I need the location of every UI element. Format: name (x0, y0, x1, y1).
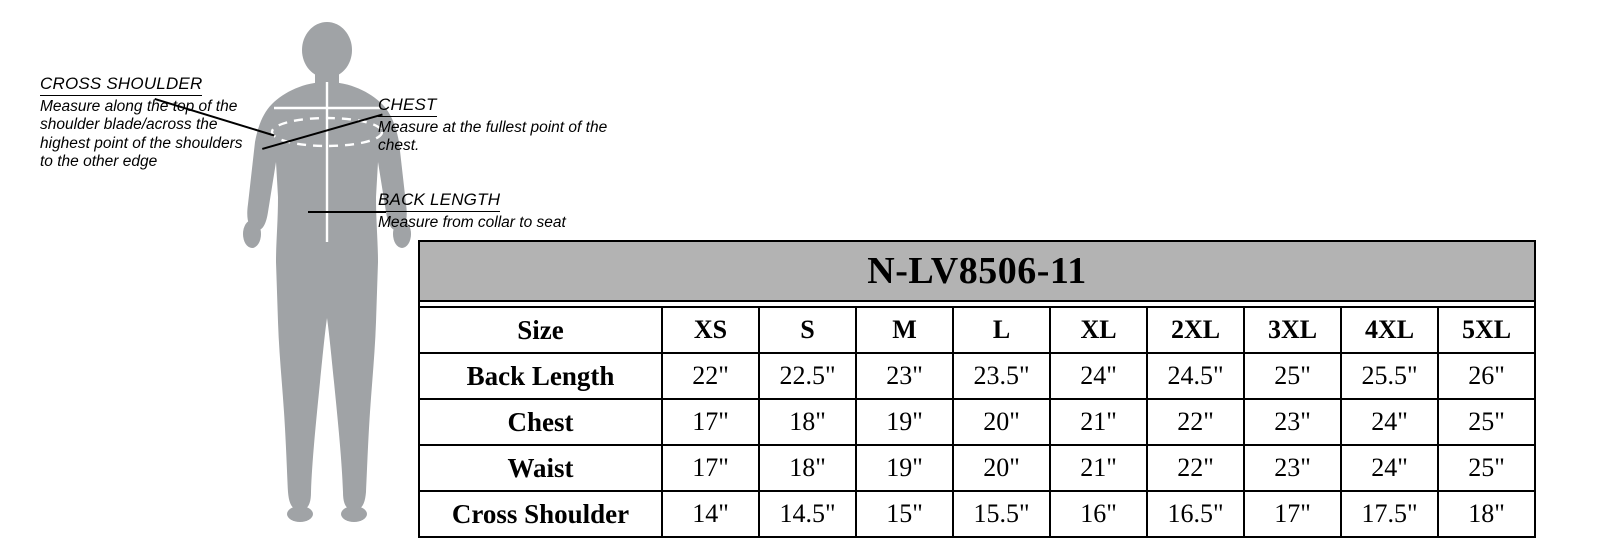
header-size-m: M (856, 307, 953, 353)
cell-back-length-3xl: 25" (1244, 353, 1341, 399)
cell-back-length-xl: 24" (1050, 353, 1147, 399)
cell-cross-shoulder-xs: 14" (662, 491, 759, 537)
annotation-back-length (378, 190, 608, 232)
cell-chest-5xl: 25" (1438, 399, 1535, 445)
annotation-cross-shoulder (40, 74, 255, 171)
table-row (419, 445, 1535, 491)
cell-back-length-4xl: 25.5" (1341, 353, 1438, 399)
header-size-xs: XS (662, 307, 759, 353)
annotation-back-length-desc: Measure from collar to seat (378, 214, 566, 231)
table-row (419, 353, 1535, 399)
cell-waist-xs: 17" (662, 445, 759, 491)
cell-chest-xl: 21" (1050, 399, 1147, 445)
cell-waist-4xl: 24" (1341, 445, 1438, 491)
cell-back-length-5xl: 26" (1438, 353, 1535, 399)
header-size-3xl: 3XL (1244, 307, 1341, 353)
annotation-cross-shoulder-desc: Measure along the top of the shoulder blade/across the highest point of the shoulders to the other edge (40, 98, 243, 170)
cell-back-length-2xl: 24.5" (1147, 353, 1244, 399)
header-size-l: L (953, 307, 1050, 353)
cell-back-length-m: 23" (856, 353, 953, 399)
table-row (419, 491, 1535, 537)
cell-back-length-l: 23.5" (953, 353, 1050, 399)
header-size-4xl: 4XL (1341, 307, 1438, 353)
table-header-row (419, 307, 1535, 353)
size-chart-table-wrap (418, 240, 1598, 538)
cell-cross-shoulder-l: 15.5" (953, 491, 1050, 537)
cell-chest-xs: 17" (662, 399, 759, 445)
cell-waist-5xl: 25" (1438, 445, 1535, 491)
annotation-chest-desc: Measure at the fullest point of the chest. (378, 119, 608, 155)
header-size-5xl: 5XL (1438, 307, 1535, 353)
size-chart-table (418, 240, 1536, 538)
cell-cross-shoulder-s: 14.5" (759, 491, 856, 537)
cell-cross-shoulder-xl: 16" (1050, 491, 1147, 537)
cell-waist-2xl: 22" (1147, 445, 1244, 491)
annotation-chest (378, 95, 608, 156)
cell-cross-shoulder-2xl: 16.5" (1147, 491, 1244, 537)
cell-waist-l: 20" (953, 445, 1050, 491)
annotation-chest-title: CHEST (378, 95, 437, 117)
header-size-xl: XL (1050, 307, 1147, 353)
cell-waist-m: 19" (856, 445, 953, 491)
annotation-back-length-title: BACK LENGTH (378, 190, 500, 212)
header-size-2xl: 2XL (1147, 307, 1244, 353)
cell-waist-s: 18" (759, 445, 856, 491)
cell-back-length-xs: 22" (662, 353, 759, 399)
cell-back-length-s: 22.5" (759, 353, 856, 399)
cell-chest-s: 18" (759, 399, 856, 445)
table-title-row (419, 241, 1535, 301)
cell-chest-l: 20" (953, 399, 1050, 445)
cell-chest-m: 19" (856, 399, 953, 445)
row-label-back-length: Back Length (419, 353, 662, 399)
annotation-cross-shoulder-title: CROSS SHOULDER (40, 74, 202, 96)
product-code-title: N-LV8506-11 (419, 241, 1535, 301)
cell-chest-3xl: 23" (1244, 399, 1341, 445)
cell-cross-shoulder-5xl: 18" (1438, 491, 1535, 537)
cell-waist-3xl: 23" (1244, 445, 1341, 491)
cell-cross-shoulder-4xl: 17.5" (1341, 491, 1438, 537)
cell-cross-shoulder-m: 15" (856, 491, 953, 537)
row-label-cross-shoulder: Cross Shoulder (419, 491, 662, 537)
row-label-chest: Chest (419, 399, 662, 445)
cell-cross-shoulder-3xl: 17" (1244, 491, 1341, 537)
header-size-s: S (759, 307, 856, 353)
cell-waist-xl: 21" (1050, 445, 1147, 491)
row-label-waist: Waist (419, 445, 662, 491)
table-row (419, 399, 1535, 445)
cell-chest-4xl: 24" (1341, 399, 1438, 445)
leader-line-back-length (308, 211, 386, 213)
cell-chest-2xl: 22" (1147, 399, 1244, 445)
header-size-label: Size (419, 307, 662, 353)
